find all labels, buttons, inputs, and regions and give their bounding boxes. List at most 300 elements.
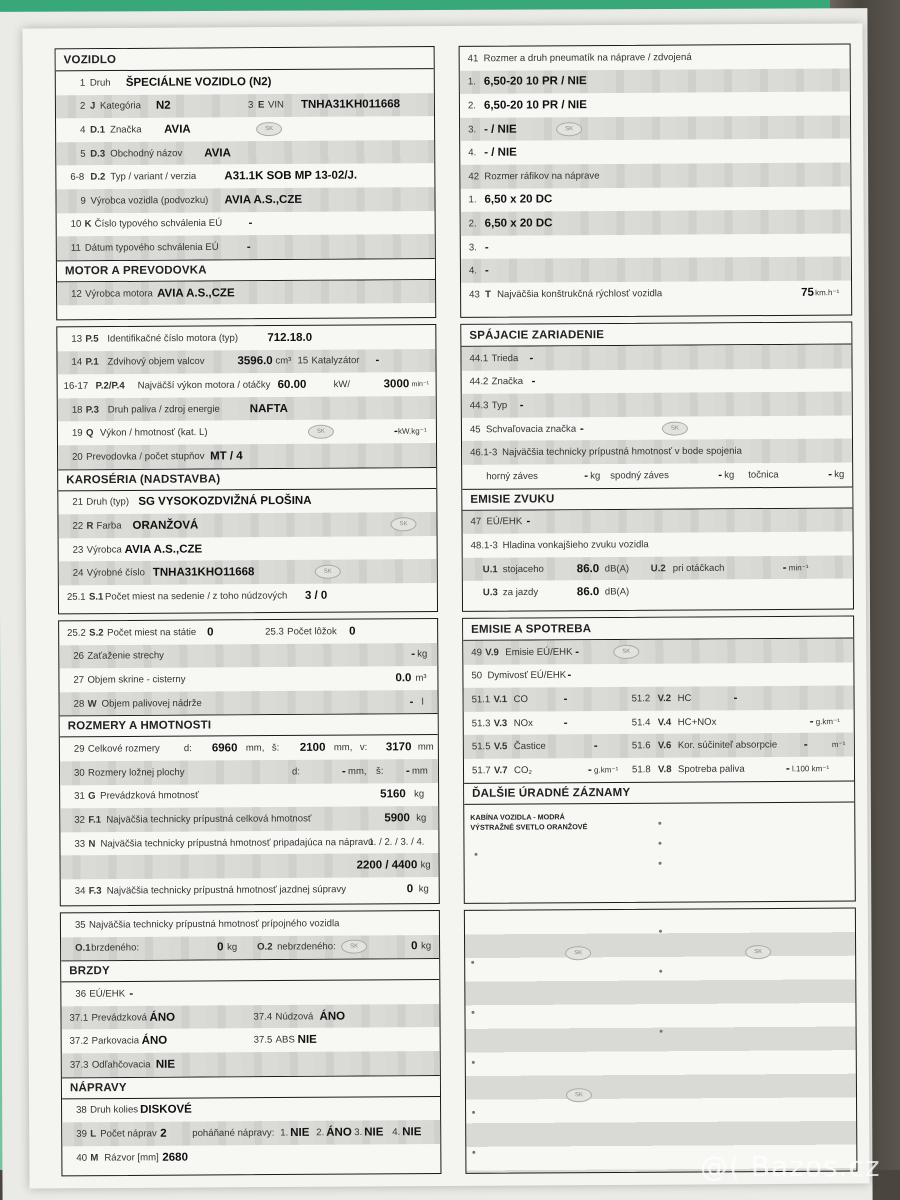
field-code: U.2 xyxy=(650,562,666,574)
field-number: 38 xyxy=(76,1105,87,1117)
rpm-value: 3000 xyxy=(383,378,410,391)
row-pneu-4 xyxy=(460,139,850,165)
unit-label: kg xyxy=(834,468,845,480)
sk-emblem-icon: SK xyxy=(662,421,688,435)
field-number: 11 xyxy=(70,242,81,254)
approval-mark-value: - xyxy=(579,422,584,435)
field-label: Schvaľovacia značka xyxy=(485,423,577,435)
row-datum-schvalenia xyxy=(57,234,435,260)
field-number: 26 xyxy=(73,651,85,663)
max-speed-value: 75 xyxy=(801,286,814,299)
bazos-watermark: @( Bazos.cz xyxy=(700,1150,881,1183)
field-number: 46.1-3 xyxy=(470,447,498,459)
rim2-value: 6,50 x 20 DC xyxy=(484,217,553,230)
field-label: Najväčšia technicky prípustná hmotnosť v bode spojenia xyxy=(502,445,742,459)
coupling-type-value: - xyxy=(519,399,524,412)
field-code: N xyxy=(88,838,96,850)
row-znacka xyxy=(56,116,434,142)
field-code: P.1 xyxy=(85,357,99,369)
unit-label: dB(A) xyxy=(604,586,630,598)
axle-index: 2. xyxy=(467,100,476,112)
field-code: G xyxy=(88,791,96,803)
axle4-driven-value: NIE xyxy=(402,1126,422,1139)
dot-mark xyxy=(472,1111,475,1114)
field-label: nebrzdeného: xyxy=(277,941,336,953)
field-label: Rozmery ložnej plochy xyxy=(87,766,185,779)
field-code: T xyxy=(485,288,492,300)
row-prevadzkova-hmotnost xyxy=(60,783,438,809)
field-number: 25.2 xyxy=(67,627,86,639)
field-label: Počet miest na státie xyxy=(107,626,197,639)
row-zvuk-stojaceho xyxy=(463,555,853,581)
upper-hitch-value: - xyxy=(584,469,589,482)
field-label: Parkovacia xyxy=(91,1035,140,1047)
field-label: Núdzová xyxy=(275,1010,314,1023)
emission-standard-value: - xyxy=(575,645,580,659)
field-number: 31 xyxy=(74,791,85,803)
smoke-value: - xyxy=(567,669,572,682)
section-title: EMISIE ZVUKU xyxy=(462,486,852,510)
field-code: S.1 xyxy=(88,591,104,603)
field-label: Trieda xyxy=(491,352,519,365)
field-number: 45 xyxy=(469,423,481,435)
section-title: BRZDY xyxy=(61,958,439,982)
field-number: 51.4 xyxy=(631,716,651,728)
row-vykon-hmotnost xyxy=(58,419,436,445)
field-code: Q xyxy=(85,427,94,439)
row-parkovacia-brzda xyxy=(62,1027,440,1053)
section-title: MOTOR A PREVODOVKA xyxy=(57,258,435,282)
sk-emblem-icon: SK xyxy=(390,517,416,531)
dot-mark xyxy=(660,1030,663,1033)
row-pneu-3 xyxy=(460,115,850,141)
trade-name-value: AVIA xyxy=(204,146,231,160)
field-number: 4 xyxy=(80,124,86,136)
width-label: š: xyxy=(271,742,280,754)
unit-label: kg xyxy=(420,859,431,871)
field-label: Zdvihový objem valcov xyxy=(107,356,205,368)
section-title: VOZIDLO xyxy=(56,47,434,71)
max-mass-value: 5900 xyxy=(384,812,410,825)
field-label: Druh xyxy=(89,77,111,89)
axle-index: 2. xyxy=(316,1127,325,1139)
unit-label: kg xyxy=(724,469,735,481)
unit-label: cm³ xyxy=(275,355,292,367)
train-mass-value: 0 xyxy=(406,882,414,895)
field-number: 43 xyxy=(469,289,480,301)
field-label: Značka xyxy=(491,376,524,388)
field-number: 18 xyxy=(71,404,83,416)
axle-index: 4. xyxy=(468,147,477,159)
axle-index: 1. xyxy=(280,1127,289,1139)
sk-emblem-icon: SK xyxy=(341,940,367,954)
unit-label: min⁻¹ xyxy=(788,562,809,572)
catalyst-value: - xyxy=(375,354,380,367)
axle-index: 3. xyxy=(354,1126,363,1139)
tyre3-value: - / NIE xyxy=(484,123,517,136)
field-label: Počet lôžok xyxy=(287,625,337,638)
field-number: 2 xyxy=(79,101,86,113)
field-number: 29 xyxy=(73,743,85,755)
field-label: Značka xyxy=(110,124,142,136)
row-odlahcovacia-brzda xyxy=(62,1051,440,1077)
field-label: Hladina vonkajšieho zvuku vozidla xyxy=(502,539,649,552)
tank-volume-value: - xyxy=(409,695,414,708)
row-miesta-statie xyxy=(59,619,437,645)
record-line: KABÍNA VOZIDLA - MODRÁ xyxy=(470,811,565,822)
section-pneumatiky xyxy=(459,44,853,318)
field-number: 20 xyxy=(72,451,83,463)
field-label: poháňané nápravy: xyxy=(192,1127,275,1140)
braked-trailer-value: 0 xyxy=(217,941,224,954)
field-code: O.2 xyxy=(257,941,273,954)
row-trieda xyxy=(461,345,851,371)
axle-index: 4. xyxy=(468,265,478,277)
field-label: Zaťaženie strechy xyxy=(87,650,164,663)
serial-number-value: TNHA31KHO11668 xyxy=(152,566,255,579)
section-rozmery xyxy=(58,618,440,906)
unbraked-trailer-value: 0 xyxy=(411,940,418,953)
dot-mark xyxy=(659,970,662,973)
axle-index: 4. xyxy=(392,1126,401,1138)
nox-value: - xyxy=(563,716,568,729)
field-number: 51.1 xyxy=(471,694,491,706)
row-castice xyxy=(464,733,854,759)
field-label: Výrobca vozidla (podvozku) xyxy=(90,194,209,207)
axle-mass-value: 2200 / 4400 xyxy=(356,859,418,872)
field-label: Odľahčovacia xyxy=(91,1059,151,1071)
row-rafik-3 xyxy=(461,233,851,259)
field-label: Rázvor [mm] xyxy=(104,1151,159,1164)
row-nox xyxy=(464,709,854,735)
field-label: NOx xyxy=(513,717,533,729)
field-number: 27 xyxy=(73,674,85,686)
row-druh-karoserie xyxy=(58,489,436,515)
rim3-value: - xyxy=(484,241,489,254)
field-label: pri otáčkach xyxy=(672,562,725,574)
length-value: 6960 xyxy=(211,742,238,755)
field-code: D.1 xyxy=(90,124,106,136)
stationary-noise-value: 86.0 xyxy=(576,562,600,575)
dot-mark xyxy=(472,1151,475,1154)
dot-mark xyxy=(471,1011,474,1014)
field-label: Typ / variant / verzia xyxy=(110,171,197,183)
row-hmotnost-supravy xyxy=(61,877,439,903)
field-label: za jazdy xyxy=(502,587,539,599)
row-cislo-schvalenia xyxy=(57,211,435,237)
registration-document xyxy=(22,23,869,1188)
unit-label: mm xyxy=(411,765,428,777)
field-code: U.1 xyxy=(482,563,498,575)
dot-mark xyxy=(658,841,661,844)
row-vyrobne-cislo xyxy=(59,559,437,585)
row-druh xyxy=(56,69,434,95)
field-code: V.5 xyxy=(493,741,508,753)
field-number: 39 xyxy=(76,1128,87,1140)
section-title: KAROSÉRIA (NADSTAVBA) xyxy=(58,467,436,491)
wheelbase-value: 2680 xyxy=(162,1151,188,1164)
field-code: P.2/P.4 xyxy=(95,380,125,392)
row-rafik-1 xyxy=(460,186,850,212)
field-label: Rozmer a druh pneumatík na náprave / zdvojená xyxy=(483,51,692,65)
field-number: 37.5 xyxy=(253,1034,273,1046)
tyre1-value: 6,50-20 10 PR / NIE xyxy=(483,75,587,89)
field-number: 5 xyxy=(80,148,86,160)
row-objem-skrine xyxy=(59,666,437,692)
field-code: F.3 xyxy=(88,885,102,897)
make-value: AVIA xyxy=(164,123,191,136)
unit-label: m³ xyxy=(415,672,427,684)
field-number: 10 xyxy=(70,219,82,231)
record-line: VÝSTRAŽNÉ SVETLO ORANŽOVÉ xyxy=(470,821,588,832)
field-label: VIN xyxy=(267,99,284,111)
row-rozmer-pneumatik xyxy=(460,45,850,71)
field-label: Najväčšia konštrukčná rýchlosť vozidla xyxy=(497,287,663,300)
sk-emblem-icon: SK xyxy=(256,122,282,136)
gearbox-value: MT / 4 xyxy=(210,450,243,463)
field-label: Druh paliva / zdroj energie xyxy=(107,403,220,416)
field-number: 16-17 xyxy=(63,380,89,392)
row-vyrobca-motora xyxy=(57,280,435,306)
axle-index: 1. xyxy=(467,76,476,88)
section-title: ĎALŠIE ÚRADNÉ ZÁZNAMY xyxy=(464,780,854,804)
field-label: Dymivosť EÚ/EHK xyxy=(487,670,567,682)
field-label: brzdeného: xyxy=(91,942,140,955)
rim1-value: 6,50 x 20 DC xyxy=(484,193,553,207)
field-label: EÚ/EHK xyxy=(89,988,126,1000)
field-label: Druh (typ) xyxy=(86,496,130,509)
unit-label: kg xyxy=(418,883,429,895)
row-celkova-hmotnost xyxy=(60,806,438,832)
field-number: 6-8 xyxy=(70,171,85,183)
sk-emblem-icon: SK xyxy=(556,122,582,136)
field-number: 13 xyxy=(71,333,83,345)
roof-load-value: - xyxy=(411,648,416,661)
dot-mark xyxy=(658,821,661,824)
field-label: Najväčšia technicky prípustná hmotnosť prípojného vozidla xyxy=(88,917,340,931)
field-code: L xyxy=(90,1128,97,1140)
row-pneu-2 xyxy=(460,92,850,118)
fuel-consumption-value: - xyxy=(785,762,790,775)
field-number: 15 xyxy=(297,355,309,367)
manufacturer-value: AVIA A.S.,CZE xyxy=(224,193,303,207)
field-label: Najväčšia technicky prípustná hmotnosť pripadajúca na nápravu xyxy=(100,836,374,850)
field-code: O.1 xyxy=(75,943,91,955)
field-label: Dátum typového schválenia EÚ xyxy=(84,241,219,254)
row-farba xyxy=(58,512,436,538)
field-number: 51.3 xyxy=(471,717,491,729)
section-vozidlo xyxy=(55,46,437,320)
section-motor-karoseria xyxy=(56,324,438,614)
field-code: V.7 xyxy=(493,764,508,776)
engine-id-value: 712.18.0 xyxy=(267,331,313,344)
field-number: 49 xyxy=(471,647,482,659)
service-brake-value: ÁNO xyxy=(149,1011,176,1024)
absorption-value: - xyxy=(803,738,808,751)
section-spajacie-zvuk xyxy=(460,322,854,612)
field-label: Identifikačné číslo motora (typ) xyxy=(107,332,239,345)
body-type-value: SG VYSOKOZDVIŽNÁ PLOŠINA xyxy=(138,495,312,509)
row-hmotnost-napravy-hodnoty xyxy=(61,853,439,879)
displacement-value: 3596.0 xyxy=(237,355,273,368)
type-variant-value: A31.1K SOB MP 13-02/J. xyxy=(224,169,358,183)
field-label: Prevádzková hmotnosť xyxy=(100,790,199,802)
field-label: Najväčší výkon motora / otáčky xyxy=(137,379,271,392)
field-code: M xyxy=(90,1152,99,1164)
box-volume-value: 0.0 xyxy=(395,672,412,685)
unit-label: km.h⁻¹ xyxy=(815,287,840,297)
field-label: Výkon / hmotnosť (kat. L) xyxy=(99,427,208,439)
row-brzdy-euehk xyxy=(61,980,439,1006)
row-schvalovacia-znacka xyxy=(462,415,852,441)
row-hladina-zvuku xyxy=(463,532,853,558)
field-code: V.3 xyxy=(493,717,508,729)
axle2-driven-value: ÁNO xyxy=(326,1126,352,1139)
field-number: 44.2 xyxy=(469,376,489,388)
field-label: stojaceho xyxy=(502,563,544,575)
field-label: Najväčšia technicky prípustná hmotnosť jazdnej súpravy xyxy=(106,883,347,897)
field-number: 41 xyxy=(467,53,479,65)
body-manufacturer-value: AVIA A.S.,CZE xyxy=(124,543,203,556)
axle-index: 3. xyxy=(468,123,477,135)
vin-value: TNHA31KH011668 xyxy=(300,98,401,112)
width-value: 2100 xyxy=(299,741,326,755)
field-label: horný záves xyxy=(486,470,538,483)
section-title: SPÁJACIE ZARIADENIE xyxy=(461,323,851,347)
field-number: 37.4 xyxy=(253,1011,273,1023)
field-number: 51.5 xyxy=(471,741,491,753)
row-max-rychlost xyxy=(461,280,851,306)
hc-nox-value: - xyxy=(809,715,814,728)
unit-label: g.km⁻¹ xyxy=(815,716,840,726)
tyre2-value: 6,50-20 10 PR / NIE xyxy=(483,99,587,112)
field-code: E xyxy=(257,99,265,112)
field-label: ABS xyxy=(275,1034,295,1046)
sk-emblem-icon: SK xyxy=(566,1088,592,1102)
engine-manufacturer-value: AVIA A.S.,CZE xyxy=(157,286,235,300)
hc-value: - xyxy=(733,692,738,705)
field-number: 36 xyxy=(75,988,87,1000)
unit-label: kg xyxy=(421,940,432,953)
section-title: EMISIE A SPOTREBA xyxy=(463,617,853,641)
field-number: 51.6 xyxy=(631,740,651,752)
coupling-class-value: - xyxy=(529,352,534,365)
unit-label: min⁻¹ xyxy=(411,381,429,389)
row-prevodovka xyxy=(58,443,436,469)
power-weight-value: - xyxy=(393,425,398,438)
wheel-type-value: DISKOVÉ xyxy=(140,1103,192,1117)
field-label: HC+NOx xyxy=(677,716,717,728)
field-label: CO xyxy=(513,693,528,706)
field-code: V.4 xyxy=(657,716,672,728)
field-label: Obchodný názov xyxy=(110,147,183,160)
color-value: ORANŽOVÁ xyxy=(132,519,199,532)
field-number: 51.8 xyxy=(631,764,651,776)
row-rozmer-rafikov xyxy=(460,162,850,188)
field-code: S.2 xyxy=(89,627,104,639)
unit-label: kg xyxy=(417,649,428,661)
field-label: Výrobca motora xyxy=(85,287,153,300)
field-label: Rozmer ráfikov na náprave xyxy=(484,170,600,183)
lower-hitch-value: - xyxy=(718,469,723,482)
row-druh-kolies xyxy=(62,1097,440,1123)
unit-label: kg xyxy=(414,788,425,801)
axle-count-value: 2 xyxy=(160,1127,167,1140)
field-number: 50 xyxy=(471,670,483,682)
field-code: U.3 xyxy=(482,587,498,599)
field-label: HC xyxy=(677,692,692,705)
field-code: J xyxy=(89,101,96,113)
field-code: D.2 xyxy=(90,171,106,183)
row-co2-spotreba xyxy=(464,756,854,782)
field-label: točnica xyxy=(748,469,779,481)
section-emisie xyxy=(462,616,856,904)
unit-label: g.km⁻¹ xyxy=(593,765,619,775)
beds-value: 0 xyxy=(349,625,356,638)
power-value: 60.00 xyxy=(277,378,307,392)
row-pneu-1 xyxy=(460,68,850,94)
category-value: N2 xyxy=(155,100,171,113)
row-kategoria xyxy=(56,93,434,119)
approval-date-value: - xyxy=(246,241,251,254)
field-label: Výrobca xyxy=(86,544,122,556)
dot-mark xyxy=(471,961,474,964)
sk-emblem-icon: SK xyxy=(315,565,341,579)
unit-label: dB(A) xyxy=(604,562,630,575)
field-number: 47 xyxy=(470,516,482,528)
unit-label: mm, xyxy=(245,742,265,754)
field-number: 37.2 xyxy=(69,1035,89,1047)
field-label: Kategória xyxy=(99,100,142,112)
field-label: Prevodovka / počet stupňov xyxy=(86,450,205,463)
section-title: NÁPRAVY xyxy=(62,1075,440,1099)
dot-mark xyxy=(472,1061,475,1064)
row-razvor xyxy=(62,1144,440,1170)
field-label: Častice xyxy=(513,741,546,753)
field-label: Spotreba paliva xyxy=(677,763,745,775)
field-number: 25.3 xyxy=(265,626,284,638)
field-label: Výrobné číslo xyxy=(86,567,145,579)
row-typ xyxy=(56,163,434,189)
sk-emblem-icon: SK xyxy=(613,645,639,659)
field-label: Počet náprav xyxy=(100,1128,157,1140)
field-label: EÚ/EHK xyxy=(486,516,523,528)
field-code: W xyxy=(87,698,97,710)
field-label: Emisie EÚ/EHK xyxy=(505,646,573,658)
field-code: V.8 xyxy=(657,763,672,775)
field-label: Počet miest na sedenie / z toho núdzových xyxy=(104,590,288,603)
axle-numbers: 1. / 2. / 3. / 4. xyxy=(368,836,425,848)
axle-index: 3. xyxy=(468,241,477,253)
unit-label: mm, xyxy=(333,742,353,754)
vehicle-type-value: ŠPECIÁLNE VOZIDLO (N2) xyxy=(125,75,272,89)
row-zatazenie-strechy xyxy=(59,643,437,669)
row-brzdeneho xyxy=(61,935,439,961)
field-number: 37.1 xyxy=(69,1012,89,1024)
length-label: d: xyxy=(183,743,192,755)
fifth-wheel-value: - xyxy=(828,468,833,481)
field-label: Najväčšia technicky prípustná celková hmotnosť xyxy=(106,813,312,826)
section-blank-records xyxy=(464,908,858,1174)
cargo-width-value: - xyxy=(405,764,410,778)
field-code: F.1 xyxy=(88,814,102,826)
field-code: V.1 xyxy=(493,694,508,706)
field-label: Celkové rozmery xyxy=(87,743,160,755)
axle-index: 2. xyxy=(468,218,477,230)
length-label: d: xyxy=(291,766,301,778)
field-code: P.3 xyxy=(85,404,99,416)
emergency-brake-value: ÁNO xyxy=(319,1010,346,1023)
